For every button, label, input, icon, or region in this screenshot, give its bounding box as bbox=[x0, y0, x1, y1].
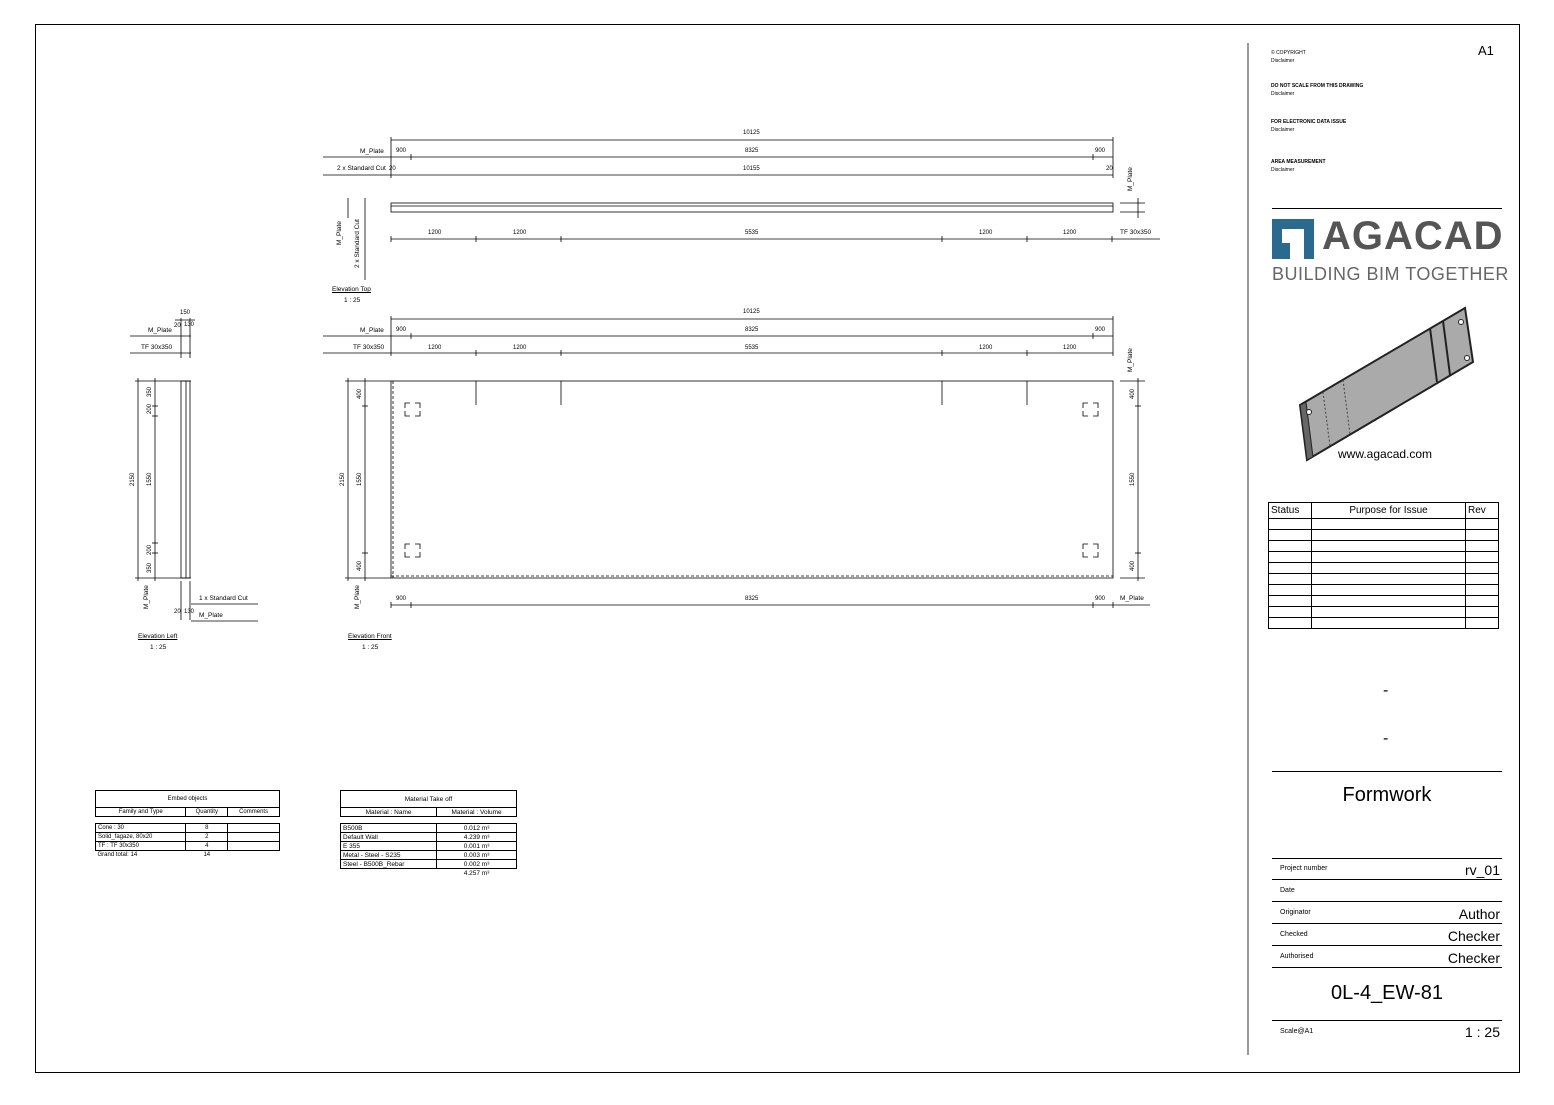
dim-cut-mid: 10155 bbox=[743, 166, 760, 172]
label-tf-top: TF 30x350 bbox=[1120, 229, 1152, 236]
dim-left-mid: 1550 bbox=[147, 472, 153, 486]
rev-header-status: Status bbox=[1269, 503, 1312, 519]
table-row: Metal - Steel - S235 0.003 m³ bbox=[341, 851, 517, 860]
label-tf-front: TF 30x350 bbox=[353, 344, 385, 351]
dim-left-130: 130 bbox=[184, 322, 195, 328]
dim-left-end-top: 900 bbox=[396, 148, 407, 154]
dim-front-tf-4: 1200 bbox=[1063, 345, 1077, 351]
label-m-plate-top-right: M_Plate bbox=[1127, 167, 1134, 191]
dim-left-h2-top: 200 bbox=[147, 403, 153, 414]
divider bbox=[1272, 1020, 1502, 1021]
field-label-originator: Originator bbox=[1280, 909, 1311, 916]
website[interactable]: www.agacad.com bbox=[1338, 447, 1433, 461]
dim-front-bottom-mid: 8325 bbox=[745, 596, 759, 602]
label-m-plate-left-bottom: M_Plate bbox=[199, 612, 223, 619]
dim-front-bottom-right: 900 bbox=[1095, 596, 1106, 602]
dim-front-tf-3: 1200 bbox=[979, 345, 993, 351]
note-do-not-scale: DO NOT SCALE FROM THIS DRAWING Disclaimer bbox=[1271, 83, 1364, 97]
divider bbox=[1272, 901, 1502, 902]
agacad-logo-mark bbox=[1272, 219, 1314, 259]
table-row: B500B 0.012 m³ bbox=[341, 824, 517, 833]
revision-table bbox=[1268, 502, 1499, 629]
table-row: TF : TF 30x350 4 bbox=[96, 842, 280, 851]
label-tf-left: TF 30x350 bbox=[141, 344, 173, 351]
view-title-front: Elevation Front bbox=[348, 633, 392, 640]
dim-left-bottom-20: 20 bbox=[174, 609, 181, 615]
rev-header-rev: Rev bbox=[1466, 503, 1499, 519]
scale-value: 1 : 25 bbox=[1464, 1024, 1500, 1040]
label-m-plate-top: M_Plate bbox=[360, 148, 384, 155]
table-row: Cone : 30 8 bbox=[96, 824, 280, 833]
sheet-number: 0L-4_EW-81 bbox=[1331, 982, 1443, 1004]
dim-left-20: 20 bbox=[174, 323, 181, 329]
dim-tf-4: 1200 bbox=[1063, 230, 1077, 236]
field-label-checked: Checked bbox=[1280, 931, 1308, 938]
material-schedule bbox=[340, 790, 517, 877]
dim-front-h-part: 1550 bbox=[357, 472, 363, 486]
dim-front-tf-mid: 5535 bbox=[745, 345, 759, 351]
divider bbox=[1272, 945, 1502, 946]
dim-cut-right: 20 bbox=[1106, 166, 1113, 172]
dim-left-h1-top: 350 bbox=[147, 386, 153, 397]
view-scale-front: 1 : 25 bbox=[362, 644, 379, 651]
dim-front-tf-2: 1200 bbox=[513, 345, 527, 351]
dim-left-h1-bottom: 350 bbox=[147, 562, 153, 573]
dim-front-mid: 8325 bbox=[745, 327, 759, 333]
agacad-logo-text: AGACAD bbox=[1322, 214, 1504, 258]
note-copyright: © COPYRIGHT Disclaimer bbox=[1271, 50, 1306, 64]
divider bbox=[1272, 879, 1502, 880]
dim-left-h2-bottom: 200 bbox=[147, 544, 153, 555]
dim-front-tf-1: 1200 bbox=[428, 345, 442, 351]
material-header-volume: Material : Volume bbox=[437, 808, 517, 817]
embed-header-quantity: Quantity bbox=[186, 808, 228, 817]
view-title-left: Elevation Left bbox=[138, 633, 178, 640]
drawing-title: Formwork bbox=[1342, 784, 1432, 806]
view-scale-left: 1 : 25 bbox=[150, 644, 167, 651]
dim-front-h-right-bottom: 400 bbox=[1130, 560, 1136, 571]
dim-overall-top: 10125 bbox=[743, 130, 760, 136]
scale-label: Scale@A1 bbox=[1280, 1028, 1314, 1035]
field-value-originator: Author bbox=[1458, 906, 1500, 922]
table-row: Solid_fagaze, 80x20 2 bbox=[96, 833, 280, 842]
embed-header-family: Family and Type bbox=[96, 808, 186, 817]
divider bbox=[1272, 771, 1502, 772]
note-area-measurement: AREA MEASUREMENT Disclaimer bbox=[1271, 159, 1326, 173]
logo-tagline: BUILDING BIM TOGETHER bbox=[1272, 264, 1509, 284]
dim-front-bottom-left: 900 bbox=[396, 596, 407, 602]
dim-left-height: 2150 bbox=[130, 472, 136, 486]
divider bbox=[1272, 858, 1502, 859]
dim-front-h-right-top: 400 bbox=[1130, 388, 1136, 399]
divider bbox=[1272, 967, 1502, 968]
dim-right-end-top: 900 bbox=[1095, 148, 1106, 154]
rev-header-purpose: Purpose for Issue bbox=[1312, 503, 1466, 519]
dim-front-h-right: 1550 bbox=[1130, 472, 1136, 486]
dim-tf-3: 1200 bbox=[979, 230, 993, 236]
panel-3d-illustration bbox=[1295, 300, 1480, 465]
table-row: Steel - B500B_Rebar 0.002 m³ bbox=[341, 860, 517, 869]
dim-front-h-top: 400 bbox=[357, 388, 363, 399]
dim-tf-mid: 5535 bbox=[745, 230, 759, 236]
note-electronic-data: FOR ELECTRONIC DATA ISSUE Disclaimer bbox=[1271, 119, 1347, 133]
sheet-size: A1 bbox=[1478, 43, 1494, 58]
divider bbox=[1272, 208, 1502, 209]
embed-header-comments: Comments bbox=[228, 808, 280, 817]
field-value-authorised: Checker bbox=[1447, 950, 1500, 966]
field-value-project-number: rv_01 bbox=[1464, 862, 1500, 878]
dim-front-left-end: 900 bbox=[396, 327, 407, 333]
material-schedule-title: Material Take off bbox=[341, 791, 517, 808]
dim-overall-front: 10125 bbox=[743, 309, 760, 315]
field-label-authorised: Authorised bbox=[1280, 953, 1314, 960]
embed-schedule-title: Embed objects bbox=[96, 791, 280, 808]
embed-schedule bbox=[95, 790, 280, 859]
dim-front-right-end: 900 bbox=[1095, 327, 1106, 333]
label-m-plate-top-vert: M_Plate bbox=[336, 221, 343, 245]
table-row: E 355 0.001 m³ bbox=[341, 842, 517, 851]
view-scale-top: 1 : 25 bbox=[344, 297, 361, 304]
label-m-plate-front-vert: M_Plate bbox=[354, 585, 361, 609]
label-m-plate-left-vert: M_Plate bbox=[143, 585, 150, 609]
dash-line-2: - bbox=[1383, 730, 1389, 747]
dim-left-width: 150 bbox=[180, 310, 191, 316]
label-std-cut-left: 1 x Standard Cut bbox=[199, 595, 248, 602]
label-m-plate-front: M_Plate bbox=[360, 327, 384, 334]
field-value-checked: Checker bbox=[1447, 928, 1500, 944]
view-title-top: Elevation Top bbox=[332, 286, 371, 293]
label-std-cut-top-vert: 2 x Standard Cut bbox=[354, 219, 361, 268]
field-label-project-number: Project number bbox=[1280, 865, 1328, 872]
label-std-cut-top: 2 x Standard Cut bbox=[337, 165, 386, 172]
dim-tf-2: 1200 bbox=[513, 230, 527, 236]
dim-mid-top: 8325 bbox=[745, 148, 759, 154]
divider bbox=[1272, 923, 1502, 924]
table-total-row: 4.257 m³ bbox=[463, 869, 490, 877]
label-m-plate-front-bottom: M_Plate bbox=[1120, 595, 1144, 602]
dash-line-1: - bbox=[1383, 682, 1389, 699]
dim-front-h-bottom: 400 bbox=[357, 560, 363, 571]
dim-cut-left: 20 bbox=[389, 166, 396, 172]
dim-tf-1: 1200 bbox=[428, 230, 442, 236]
dim-left-bottom-130: 130 bbox=[184, 609, 195, 615]
field-label-date: Date bbox=[1280, 887, 1295, 894]
material-header-name: Material : Name bbox=[341, 808, 437, 817]
label-m-plate-front-right: M_Plate bbox=[1127, 348, 1134, 372]
label-m-plate-left: M_Plate bbox=[148, 327, 172, 334]
table-total-row: Grand total: 14 14 bbox=[97, 852, 211, 858]
dim-front-height: 2150 bbox=[340, 472, 346, 486]
table-row: Default Wall 4.239 m³ bbox=[341, 833, 517, 842]
